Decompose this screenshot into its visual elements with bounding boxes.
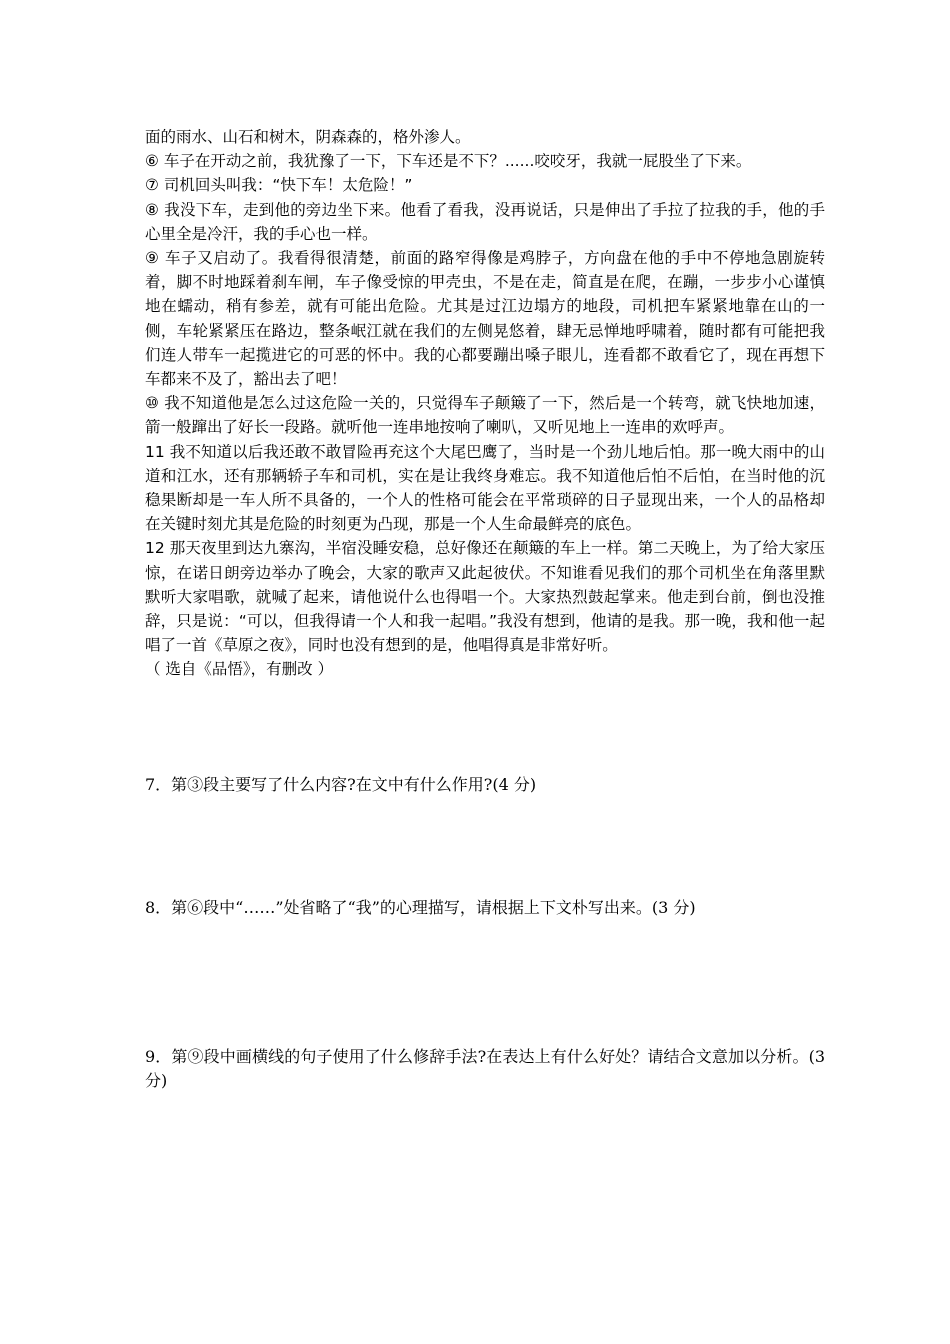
- question-7: 7．第③段主要写了什么内容?在文中有什么作用?(4 分): [145, 775, 537, 794]
- passage-paragraph-7: ⑦ 司机回头叫我：“快下车！太危险！”: [145, 176, 413, 195]
- passage-paragraph-12: 12 那天夜里到达九寨沟，半宿没睡安稳，总好像还在颠簸的车上一样。第二天晚上，为了给大家压惊，在诺日朗旁边举办了晚会，大家的歌声又此起彼伏。不知谁看见我们的那个司机坐在角落里默默听大家唱歌，就喊了起来，请他说什么也得唱一个。大家热烈鼓起掌来。他走到台前，倒也没推辞，只是说：“可以，但我得请一个人和我一起唱。”我没有想到，他请的是我。那一晚，我和他一起唱了一首《草原之夜》，同时也没有想到的是，他唱得真是非常好听。: [145, 539, 825, 655]
- passage-paragraph-10: ⑩ 我不知道他是怎么过这危险一关的，只觉得车子颠簸了一下，然后是一个转弯，就飞快地加速，箭一般蹿出了好长一段路。就听他一连串地按响了喇叭，又听见地上一连串的欢呼声。: [145, 394, 825, 437]
- passage-paragraph-6: ⑥ 车子在开动之前，我犹豫了一下，下车还是不下？......咬咬牙，我就一屁股坐了下来。: [145, 152, 752, 171]
- passage-paragraph-8: ⑧ 我没下车，走到他的旁边坐下来。他看了看我，没再说话，只是伸出了手拉了拉我的手，他的手心里全是冷汗，我的手心也一样。: [145, 200, 825, 243]
- question-9: 9．第⑨段中画横线的句子使用了什么修辞手法?在表达上有什么好处？请结合文意加以分析。(3 分): [145, 1047, 825, 1090]
- passage-paragraph-11: 11 我不知道以后我还敢不敢冒险再充这个大尾巴鹰了，当时是一个劲儿地后怕。那一晚大雨中的山道和江水，还有那辆轿子车和司机，实在是让我终身难忘。我不知道他后怕不后怕，在当时他的沉稳果断却是一车人所不具备的，一个人的性格可能会在平常琐碎的日子显现出来，一个人的品格却在关键时刻尤其是危险的时刻更为凸现，那是一个人生命最鲜亮的底色。: [145, 442, 825, 534]
- passage-source: （ 选自《品悟》，有删改 ）: [145, 660, 334, 679]
- passage-paragraph-5-end: 面的雨水、山石和树木，阴森森的，格外渗人。: [145, 128, 471, 146]
- passage: [145, 125, 825, 682]
- passage-paragraph-9: ⑨ 车子又启动了。我看得很清楚，前面的路窄得像是鸡脖子，方向盘在他的手中不停地急剧旋转着，脚不时地踩着刹车闸，车子像受惊的甲壳虫，不是在走，简直是在爬，在蹦，一步步小心谨慎地在蠕动，稍有参差，就有可能出危险。尤其是过江边塌方的地段，司机把车紧紧地靠在山的一侧，车轮紧紧压在路边，整条岷江就在我们的左侧晃悠着，肆无忌惮地呼啸着，随时都有可能把我们连人带车一起揽进它的可恶的怀中。我的心都要蹦出嗓子眼儿，连看都不敢看它了，现在再想下车都来不及了，豁出去了吧！: [145, 249, 825, 389]
- question-8: 8．第⑥段中“……”处省略了“我”的心理描写，请根据上下文朴写出来。(3 分): [145, 898, 696, 917]
